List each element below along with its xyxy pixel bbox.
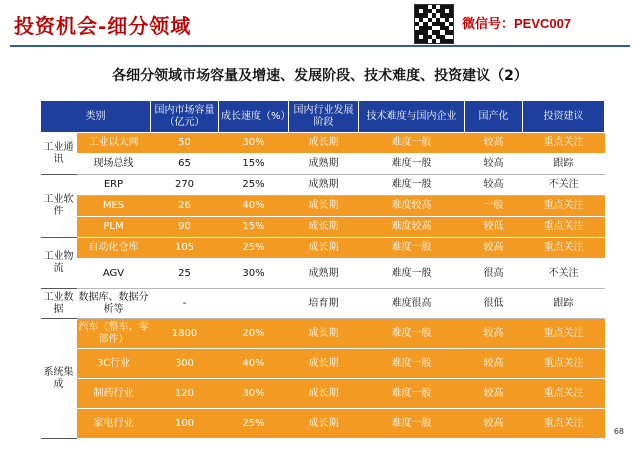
header-divider (10, 45, 630, 47)
cell-growth: 30% (219, 133, 289, 154)
cell-advice: 重点关注 (523, 349, 605, 379)
cell-local: 较高 (465, 319, 523, 349)
data-table (40, 100, 604, 439)
cell-size: 25 (151, 259, 219, 289)
cell-item: 3C行业 (77, 349, 151, 379)
cell-size: 105 (151, 238, 219, 259)
col-header-tech: 技术难度与国内企业 (359, 101, 465, 133)
cell-item: ERP (77, 175, 151, 196)
wechat-id: 微信号：PEVC007 (462, 16, 572, 31)
cell-stage: 成长期 (289, 349, 359, 379)
cell-size: 270 (151, 175, 219, 196)
cell-tech: 难度一般 (359, 154, 465, 175)
cell-advice: 跟踪 (523, 289, 605, 319)
cell-growth: 40% (219, 196, 289, 217)
cell-local: 较高 (465, 133, 523, 154)
cell-growth: 25% (219, 238, 289, 259)
cell-size: 65 (151, 154, 219, 175)
table-row (41, 133, 605, 154)
cell-size: 1800 (151, 319, 219, 349)
cell-growth: 15% (219, 217, 289, 238)
cell-growth (219, 289, 289, 319)
table-row (41, 259, 605, 289)
cell-advice: 重点关注 (523, 409, 605, 439)
cell-growth: 15% (219, 154, 289, 175)
col-header-growth: 成长速度（%） (219, 101, 289, 133)
table-row (41, 238, 605, 259)
group-label: 工业通讯 (41, 133, 77, 175)
group-label: 工业软件 (41, 175, 77, 238)
cell-stage: 培育期 (289, 289, 359, 319)
cell-stage: 成长期 (289, 133, 359, 154)
col-header-advice: 投资建议 (523, 101, 605, 133)
cell-size: - (151, 289, 219, 319)
col-header-stage: 国内行业发展阶段 (289, 101, 359, 133)
cell-stage: 成长期 (289, 379, 359, 409)
cell-item: AGV (77, 259, 151, 289)
cell-tech: 难度一般 (359, 238, 465, 259)
cell-stage: 成长期 (289, 319, 359, 349)
cell-stage: 成熟期 (289, 175, 359, 196)
cell-growth: 30% (219, 379, 289, 409)
cell-tech: 难度一般 (359, 319, 465, 349)
group-label: 工业物流 (41, 238, 77, 289)
table-row (41, 349, 605, 379)
cell-stage: 成长期 (289, 217, 359, 238)
page-number: 68 (613, 427, 624, 436)
cell-tech: 难度很高 (359, 289, 465, 319)
cell-tech: 难度一般 (359, 175, 465, 196)
cell-growth: 25% (219, 409, 289, 439)
table-row (41, 289, 605, 319)
cell-item: 自动化仓库 (77, 238, 151, 259)
cell-size: 50 (151, 133, 219, 154)
cell-local: 较高 (465, 409, 523, 439)
page-title: 各细分领域市场容量及增速、发展阶段、技术难度、投资建议（2） (112, 68, 528, 84)
cell-size: 100 (151, 409, 219, 439)
cell-advice: 重点关注 (523, 319, 605, 349)
cell-advice: 重点关注 (523, 196, 605, 217)
cell-local: 较高 (465, 349, 523, 379)
cell-advice: 重点关注 (523, 133, 605, 154)
cell-tech: 难度较高 (359, 196, 465, 217)
col-header-category: 类别 (41, 101, 151, 133)
cell-local: 较低 (465, 217, 523, 238)
cell-tech: 难度一般 (359, 349, 465, 379)
cell-local: 一般 (465, 196, 523, 217)
cell-local: 很高 (465, 259, 523, 289)
cell-tech: 难度一般 (359, 259, 465, 289)
table-row (41, 196, 605, 217)
cell-stage: 成熟期 (289, 259, 359, 289)
table-row (41, 217, 605, 238)
cell-size: 300 (151, 349, 219, 379)
table-row (41, 319, 605, 349)
table-row (41, 154, 605, 175)
cell-tech: 难度一般 (359, 379, 465, 409)
cell-tech: 难度一般 (359, 409, 465, 439)
cell-stage: 成长期 (289, 238, 359, 259)
cell-local: 很低 (465, 289, 523, 319)
col-header-localization: 国产化 (465, 101, 523, 133)
cell-growth: 20% (219, 319, 289, 349)
cell-item: 汽车（整车、零部件） (77, 319, 151, 349)
header-title: 投资机会-细分领域 (14, 14, 192, 38)
table-row (41, 175, 605, 196)
cell-size: 90 (151, 217, 219, 238)
cell-growth: 40% (219, 349, 289, 379)
cell-advice: 重点关注 (523, 379, 605, 409)
cell-item: MES (77, 196, 151, 217)
cell-advice: 不关注 (523, 175, 605, 196)
group-label: 工业数据 (41, 289, 77, 319)
cell-growth: 25% (219, 175, 289, 196)
table-header-row (41, 101, 605, 133)
cell-advice: 跟踪 (523, 154, 605, 175)
table-row (41, 379, 605, 409)
cell-item: 工业以太网 (77, 133, 151, 154)
cell-local: 较高 (465, 379, 523, 409)
cell-advice: 重点关注 (523, 217, 605, 238)
cell-item: 现场总线 (77, 154, 151, 175)
qr-code-icon (414, 4, 454, 44)
cell-item: 数据库、数据分析等 (77, 289, 151, 319)
group-label: 系统集成 (41, 319, 77, 439)
cell-size: 120 (151, 379, 219, 409)
cell-advice: 重点关注 (523, 238, 605, 259)
cell-stage: 成长期 (289, 409, 359, 439)
cell-item: 制药行业 (77, 379, 151, 409)
cell-stage: 成长期 (289, 196, 359, 217)
cell-tech: 难度较高 (359, 217, 465, 238)
cell-local: 较高 (465, 175, 523, 196)
cell-advice: 不关注 (523, 259, 605, 289)
cell-growth: 30% (219, 259, 289, 289)
cell-item: 家电行业 (77, 409, 151, 439)
cell-stage: 成熟期 (289, 154, 359, 175)
cell-size: 26 (151, 196, 219, 217)
col-header-market-size: 国内市场容量（亿元） (151, 101, 219, 133)
cell-item: PLM (77, 217, 151, 238)
table-row (41, 409, 605, 439)
cell-local: 较高 (465, 154, 523, 175)
cell-local: 较高 (465, 238, 523, 259)
cell-tech: 难度一般 (359, 133, 465, 154)
